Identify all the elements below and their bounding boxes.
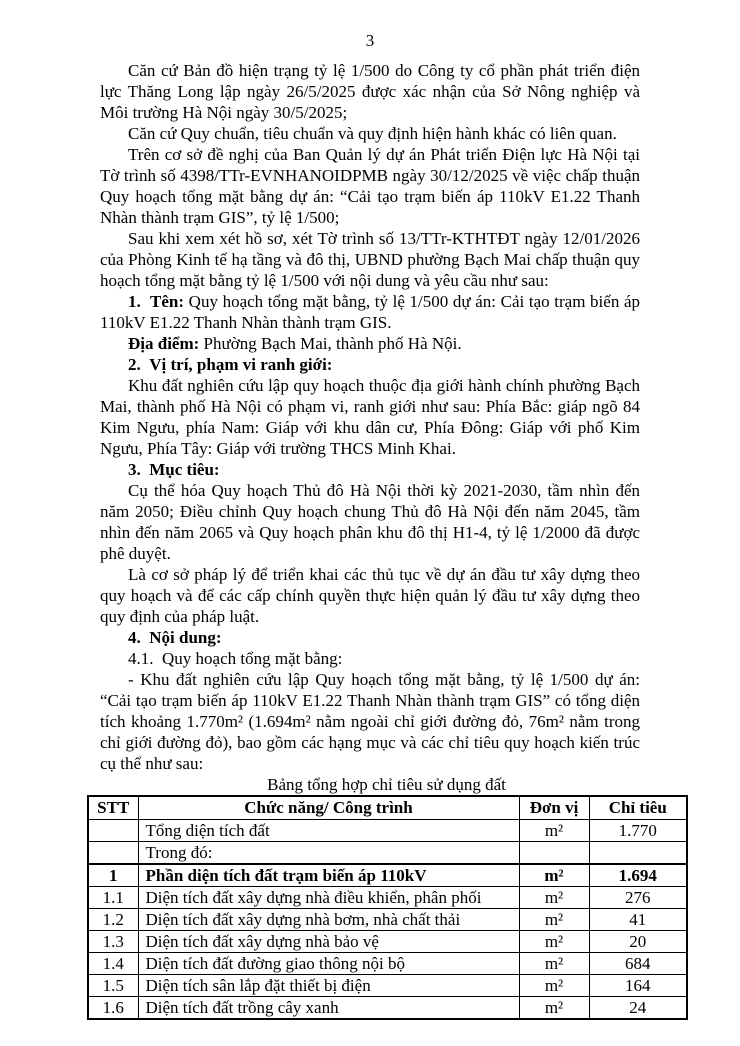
heading-muc-tieu-label: 3. Mục tiêu: — [128, 460, 220, 479]
heading-muc-tieu — [100, 459, 640, 480]
cell-unit: m² — [519, 953, 589, 975]
heading-vi-tri — [100, 354, 640, 375]
header-cell-stt: STT — [88, 796, 138, 820]
header-cell-unit: Đơn vị — [519, 796, 589, 820]
dia-diem-label: Địa điểm: — [128, 334, 200, 353]
cell-stt: 1.6 — [88, 997, 138, 1020]
heading-vi-tri-label: 2. Vị trí, phạm vi ranh giới: — [128, 355, 333, 374]
cell-stt: 1.2 — [88, 909, 138, 931]
table-row — [88, 887, 687, 909]
para-muc-tieu-1: Cụ thể hóa Quy hoạch Thủ đô Hà Nội thời kỳ 2021-2030, tầm nhìn đến năm 2050; Điều chỉnh Quy hoạch chung Thủ đô Hà Nội đến năm 2045, tầm nhìn đến năm 2065 và Quy hoạch phân khu đô thị H1-4, tỷ lệ 1/2000 đã được phê duyệt. — [100, 481, 640, 563]
cell-name: Diện tích sân lắp đặt thiết bị điện — [138, 975, 519, 997]
para-muc-tieu-2: Là cơ sở pháp lý để triển khai các thủ tục về dự án đầu tư xây dựng theo quy hoạch và để các cấp chính quyền thực hiện quản lý đầu tư xây dựng theo quy định của pháp luật. — [100, 565, 640, 626]
ten-text: Quy hoạch tổng mặt bằng, tỷ lệ 1/500 dự án: Cải tạo trạm biến áp 110kV E1.22 Thanh Nhàn thành trạm GIS. — [100, 292, 641, 332]
table-header-row — [88, 796, 687, 820]
cell-name: Tổng diện tích đất — [138, 820, 519, 842]
cell-value: 1.770 — [589, 820, 687, 842]
para-tren-co-so: Trên cơ sở đề nghị của Ban Quản lý dự án Phát triển Điện lực Hà Nội tại Tờ trình số 4398/TTr-EVNHANOIDPMB ngày 30/12/2025 về việc chấp thuận Quy hoạch tổng mặt bằng dự án: “Cải tạo trạm biến áp 110kV E1.22 Thanh Nhàn thành trạm GIS”, tỷ lệ 1/500; — [100, 145, 640, 227]
cell-stt: 1.3 — [88, 931, 138, 953]
cell-stt: 1.5 — [88, 975, 138, 997]
cell-unit: m² — [519, 931, 589, 953]
cell-name: Diện tích đất xây dựng nhà bơm, nhà chất thải — [138, 909, 519, 931]
cell-unit: m² — [519, 975, 589, 997]
page-number: 3 — [365, 31, 375, 50]
land-use-table — [87, 795, 688, 1020]
table-caption: Bảng tổng hợp chỉ tiêu sử dụng đất — [267, 775, 506, 794]
para-can-cu-quy-chuan: Căn cứ Quy chuẩn, tiêu chuẩn và quy định hiện hành khác có liên quan. — [128, 124, 617, 143]
cell-value — [589, 842, 687, 865]
cell-unit: m² — [519, 864, 589, 887]
table-row — [88, 931, 687, 953]
cell-unit: m² — [519, 820, 589, 842]
heading-noi-dung-label: 4. Nội dung: — [128, 628, 222, 647]
table-row — [88, 820, 687, 842]
cell-value: 1.694 — [589, 864, 687, 887]
table-row — [88, 842, 687, 865]
cell-stt: 1.1 — [88, 887, 138, 909]
cell-name: Diện tích đất trồng cây xanh — [138, 997, 519, 1020]
dia-diem-text: Phường Bạch Mai, thành phố Hà Nội. — [199, 334, 462, 353]
para-ten — [100, 291, 640, 333]
para-dia-diem — [100, 333, 640, 354]
cell-stt: 1 — [88, 864, 138, 887]
cell-value: 20 — [589, 931, 687, 953]
cell-value: 24 — [589, 997, 687, 1020]
cell-name: Diện tích đất đường giao thông nội bộ — [138, 953, 519, 975]
para-can-cu-ban-do: Căn cứ Bản đồ hiện trạng tỷ lệ 1/500 do Công ty cổ phần phát triển điện lực Thăng Long lập ngày 26/5/2025 được xác nhận của Sở Nông nghiệp và Môi trường Hà Nội ngày 30/5/2025; — [100, 61, 640, 122]
heading-quy-hoach: 4.1. Quy hoạch tổng mặt bằng: — [128, 649, 343, 668]
cell-name: Phần diện tích đất trạm biến áp 110kV — [138, 864, 519, 887]
cell-stt — [88, 820, 138, 842]
header-cell-function: Chức năng/ Công trình — [138, 796, 519, 820]
para-khu-dat: - Khu đất nghiên cứu lập Quy hoạch tổng mặt bằng, tỷ lệ 1/500 dự án: “Cải tạo trạm biến áp 110kV E1.22 Thanh Nhàn thành trạm GIS” có tổng diện tích khoảng 1.770m² (1.694m² nằm ngoài chỉ giới đường đỏ, 76m² nằm trong chỉ giới đường đỏ), bao gồm các hạng mục và các chỉ tiêu quy hoạch kiến trúc cụ thể như sau: — [100, 670, 640, 773]
cell-unit: m² — [519, 887, 589, 909]
table-row — [88, 864, 687, 887]
cell-name: Trong đó: — [138, 842, 519, 865]
ten-label: 1. Tên: — [128, 292, 185, 311]
cell-stt — [88, 842, 138, 865]
heading-noi-dung — [100, 627, 640, 648]
cell-unit: m² — [519, 997, 589, 1020]
table-row — [88, 997, 687, 1020]
cell-unit — [519, 842, 589, 865]
cell-stt: 1.4 — [88, 953, 138, 975]
para-sau-khi: Sau khi xem xét hồ sơ, xét Tờ trình số 13/TTr-KTHTĐT ngày 12/01/2026 của Phòng Kinh tế hạ tầng và đô thị, UBND phường Bạch Mai chấp thuận quy hoạch tổng mặt bằng tỷ lệ 1/500 với nội dung và yêu cầu như sau: — [100, 229, 640, 290]
cell-value: 276 — [589, 887, 687, 909]
document-body — [97, 0, 667, 1020]
para-vi-tri: Khu đất nghiên cứu lập quy hoạch thuộc địa giới hành chính phường Bạch Mai, thành phố Hà Nội có phạm vi, ranh giới như sau: Phía Bắc: giáp ngõ 84 Kim Ngưu, phía Nam: Giáp với khu dân cư, Phía Đông: Giáp với phố Kim Ngưu, Phía Tây: Giáp với trường THCS Minh Khai. — [100, 376, 640, 458]
cell-value: 684 — [589, 953, 687, 975]
table-row — [88, 975, 687, 997]
cell-value: 41 — [589, 909, 687, 931]
cell-value: 164 — [589, 975, 687, 997]
header-cell-target: Chỉ tiêu — [589, 796, 687, 820]
cell-unit: m² — [519, 909, 589, 931]
cell-name: Diện tích đất xây dựng nhà bảo vệ — [138, 931, 519, 953]
cell-name: Diện tích đất xây dựng nhà điều khiển, phân phối — [138, 887, 519, 909]
table-row — [88, 909, 687, 931]
table-row — [88, 953, 687, 975]
